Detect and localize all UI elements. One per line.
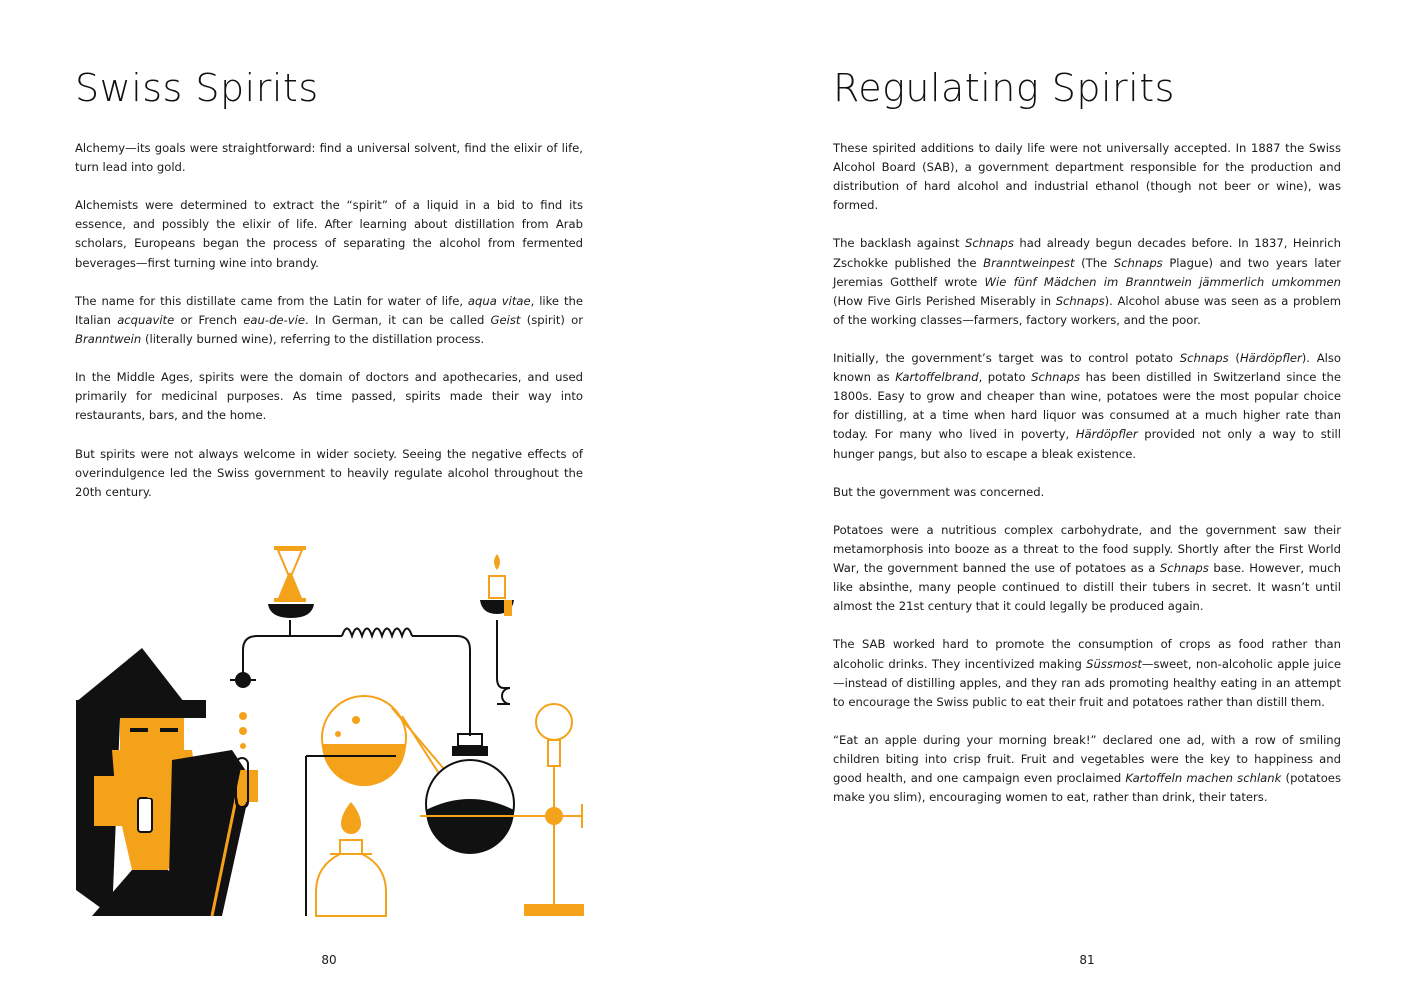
page-title: Regulating Spirits xyxy=(833,66,1175,110)
page-number: 81 xyxy=(1079,953,1095,967)
right-page xyxy=(708,0,1417,1000)
coil-condenser-icon xyxy=(230,620,510,736)
paragraph: But spirits were not always welcome in wider society. Seeing the negative effects of overindulgence led the Swiss government to heavily regulate alcohol throughout the 20th century. xyxy=(75,446,583,499)
paragraph: These spirited additions to daily life were not universally accepted. In 1887 the Swiss Alcohol Board (SAB), a government department responsible for the production and distribution of hard alcohol and industrial ethanol (though not beer or wine), was formed. xyxy=(833,141,1341,213)
paragraph: In the Middle Ages, spirits were the domain of doctors and apothecaries, and used primarily for medicinal purposes. As time passed, spirits made their way into restaurants, bars, and the home. xyxy=(75,370,583,423)
round-flask-icon xyxy=(420,734,532,854)
paragraph: But the government was concerned. xyxy=(833,484,1045,499)
alchemist-icon xyxy=(76,648,258,916)
candle-icon xyxy=(480,554,514,616)
body-text xyxy=(833,139,1341,826)
left-page xyxy=(0,0,708,1000)
paragraph: Potatoes were a nutritious complex carbohydrate, and the government saw their metamorphosis into booze as a threat to the food supply. Shortly after the First World War, the government banned the use of potatoes as a Schnaps base. However, much like absinthe, many people continued to distill their tubers in secret. It wasn’t until almost the 21st century that it could legally be produced again. xyxy=(833,522,1341,614)
paragraph: The SAB worked hard to promote the consumption of crops as food rather than alcoholic drinks. They incentivized making Süssmost—sweet, non-alcoholic apple juice—instead of distilling apples, and they ran ads promoting healthy eating in an attempt to encourage the Swiss public to eat their fruit and potatoes rather than distill them. xyxy=(833,637,1341,709)
hourglass-icon xyxy=(268,546,314,618)
page-number: 80 xyxy=(321,953,337,967)
paragraph: The name for this distillate came from the Latin for water of life, aqua vitae, like the Italian acquavite or French eau-de-vie. In German, it can be called Geist (spirit) or Branntwein (literally burned wine), referring to the distillation process. xyxy=(75,293,583,346)
paragraph: The backlash against Schnaps had already begun decades before. In 1837, Heinrich Zschokke published the Branntweinpest (The Schnaps Plague) and two years later Jeremias Gotthelf wrote Wie fünf Mädchen im Branntwein jämmerlich umkommen (How Five Girls Perished Miserably in Schnaps). Alcohol abuse was seen as a problem of the working classes—farmers, factory workers, and the poor. xyxy=(833,236,1342,327)
paragraph: Alchemy—its goals were straightforward: find a universal solvent, find the elixir of life, turn lead into gold. xyxy=(75,141,583,175)
paragraph: “Eat an apple during your morning break!” declared one ad, with a row of smiling children biting into crisp fruit. Fruit and vegetables were the key to happiness and good health, and one campaign even proclaimed Kartoffeln machen schlank (potatoes make you slim), encouraging women to eat, rather than drink, their taters. xyxy=(833,732,1341,805)
page-title: Swiss Spirits xyxy=(75,66,319,110)
alchemy-illustration xyxy=(72,540,588,920)
paragraph: Alchemists were determined to extract the “spirit” of a liquid in a bid to find its essence, and possibly the elixir of life. After learning about distillation from Arab scholars, Europeans began the process of separating the alcohol from fermented beverages—first turning wine into brandy. xyxy=(75,198,583,270)
paragraph: Initially, the government’s target was to control potato Schnaps (Härdöpfler). Also known as Kartoffelbrand, potato Schnaps has been distilled in Switzerland since the 1800s. Easy to grow and cheaper than wine, potatoes were the most popular choice for distilling, at a time when hard liquor was consumed at a much higher rate than today. For many who lived in poverty, Härdöpfler provided not only a way to still hunger pangs, but also to escape a bleak existence. xyxy=(833,351,1341,461)
lightbulb-icon xyxy=(524,704,584,916)
burner-icon xyxy=(316,802,386,916)
body-text xyxy=(75,139,583,521)
